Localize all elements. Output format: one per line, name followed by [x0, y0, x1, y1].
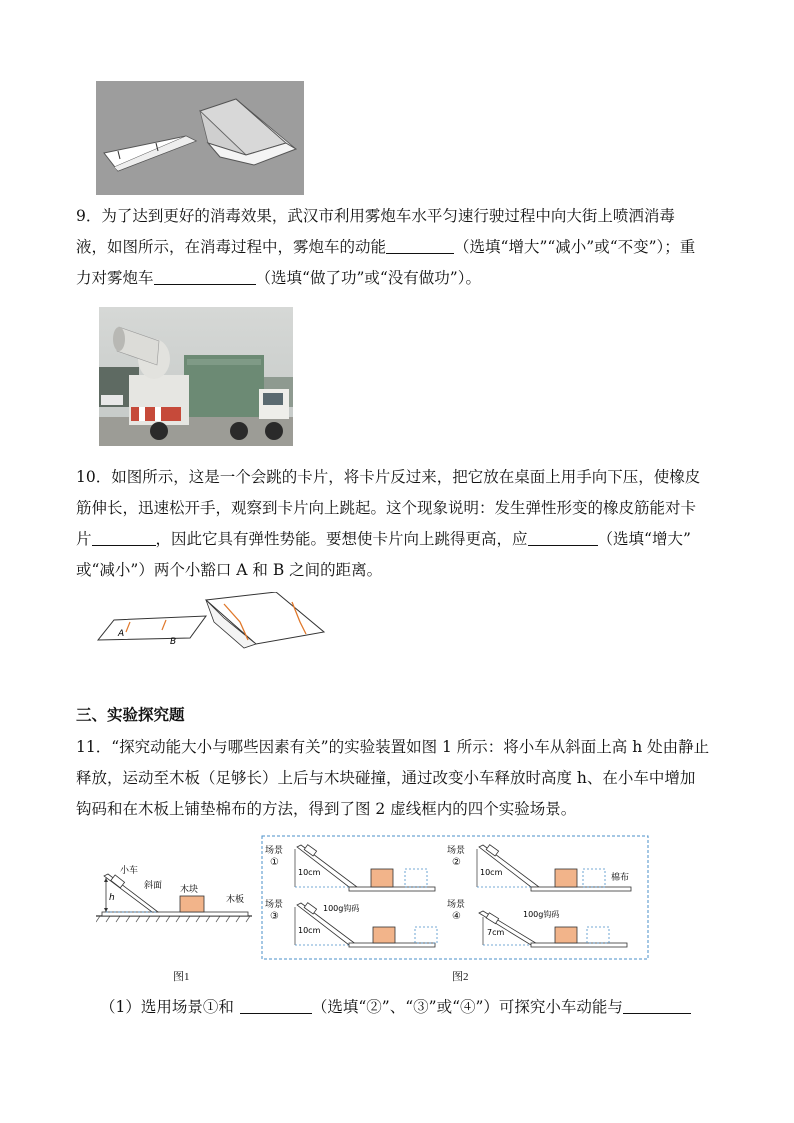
- q11-sub-1: [100, 992, 740, 1023]
- q10-line-3c: （选填“增大”: [597, 530, 691, 548]
- scene-4-number: ④: [452, 911, 461, 922]
- question-11: [76, 732, 726, 825]
- label-a: A: [118, 629, 125, 639]
- q9-line-2a: 液，如图所示，在消毒过程中，雾炮车的动能: [76, 238, 387, 256]
- q10-line-3b: ，因此它具有弹性势能。要想使卡片向上跳得更高，应: [155, 530, 528, 548]
- q10-line-4: 或“减小”）两个小豁口 A 和 B 之间的距离。: [76, 561, 383, 579]
- fig1-cart-label: 小车: [120, 866, 139, 876]
- scene-3-word: 场景: [265, 900, 284, 910]
- q10-line-1: 10．如图所示，这是一个会跳的卡片，将卡片反过来，把它放在桌面上用手向下压，使橡皮: [76, 468, 701, 486]
- scene-3-weight: 100g钩码: [323, 904, 360, 913]
- scene-1-height: 10cm: [298, 868, 321, 877]
- figure-2-scenes: [261, 835, 649, 960]
- question-10: [76, 462, 726, 586]
- q11-blank-1[interactable]: [240, 995, 312, 1014]
- q11-blank-2[interactable]: [623, 995, 691, 1014]
- q11-sub1-a: （1）选用场景①和: [100, 998, 234, 1016]
- q9-line-3b: （选填“做了功”或“没有做功”）。: [255, 269, 481, 287]
- scene-4-weight: 100g钩码: [523, 910, 560, 919]
- scene-2-number: ②: [452, 857, 461, 868]
- q9-blank-1[interactable]: [386, 235, 454, 254]
- q10-blank-2[interactable]: [528, 527, 598, 546]
- scene-4-word: 场景: [447, 900, 466, 910]
- scene-1-number: ①: [270, 857, 279, 868]
- jumping-card-figure: [96, 592, 328, 658]
- q10-line-3a: 片: [76, 530, 92, 548]
- scene-3-number: ③: [270, 911, 279, 922]
- q10-line-2: 筋伸长，迅速松开手，观察到卡片向上跳起。这个现象说明：发生弹性形变的橡皮筋能对卡: [76, 499, 697, 517]
- scene-3: [265, 898, 437, 947]
- scene-1-word: 场景: [265, 846, 284, 856]
- figure-1-apparatus: [96, 860, 256, 930]
- fig1-h-label: h: [109, 893, 115, 903]
- scene-3-height: 10cm: [298, 926, 321, 935]
- fig1-block-label: 木块: [180, 885, 199, 895]
- q11-line-2: 释放，运动至木板（足够长）上后与木块碰撞，通过改变小车释放时高度 h、在小车中增加: [76, 769, 696, 787]
- fig1-board-label: 木板: [226, 895, 245, 905]
- q10-blank-1[interactable]: [92, 527, 156, 546]
- scene-2-cloth: 棉布: [611, 873, 630, 883]
- scene-1: [265, 844, 435, 891]
- question-9: [76, 201, 726, 294]
- q11-line-1: 11．“探究动能大小与哪些因素有关”的实验装置如图 1 所示：将小车从斜面上高 h 处由静止: [76, 738, 710, 756]
- card-fold-photo: [96, 81, 304, 195]
- figure-1-caption: 图1: [173, 971, 190, 983]
- q9-line-3a: 力对雾炮车: [76, 269, 154, 287]
- scene-2-word: 场景: [447, 846, 466, 856]
- scene-4: [447, 898, 627, 947]
- q11-line-3: 钩码和在木板上铺垫棉布的方法，得到了图 2 虚线框内的四个实验场景。: [76, 800, 577, 818]
- q11-sub1-b: （选填“②”、“③”或“④”）可探究小车动能与: [311, 998, 623, 1016]
- fog-cannon-truck-photo: [99, 307, 293, 446]
- section-3-title: 三、实验探究题: [76, 706, 185, 724]
- scene-2-height: 10cm: [480, 868, 503, 877]
- q9-blank-2[interactable]: [154, 266, 256, 285]
- scene-4-height: 7cm: [487, 928, 505, 937]
- fig1-slope-label: 斜面: [144, 881, 163, 891]
- label-b: B: [170, 637, 177, 647]
- figure-2-caption: 图2: [452, 971, 469, 983]
- q9-line-1: 9．为了达到更好的消毒效果，武汉市利用雾炮车水平匀速行驶过程中向大街上喷洒消毒: [76, 207, 675, 225]
- q9-line-2b: （选填“增大”“减小”或“不变”）；重: [454, 238, 696, 256]
- scene-2: [447, 844, 631, 891]
